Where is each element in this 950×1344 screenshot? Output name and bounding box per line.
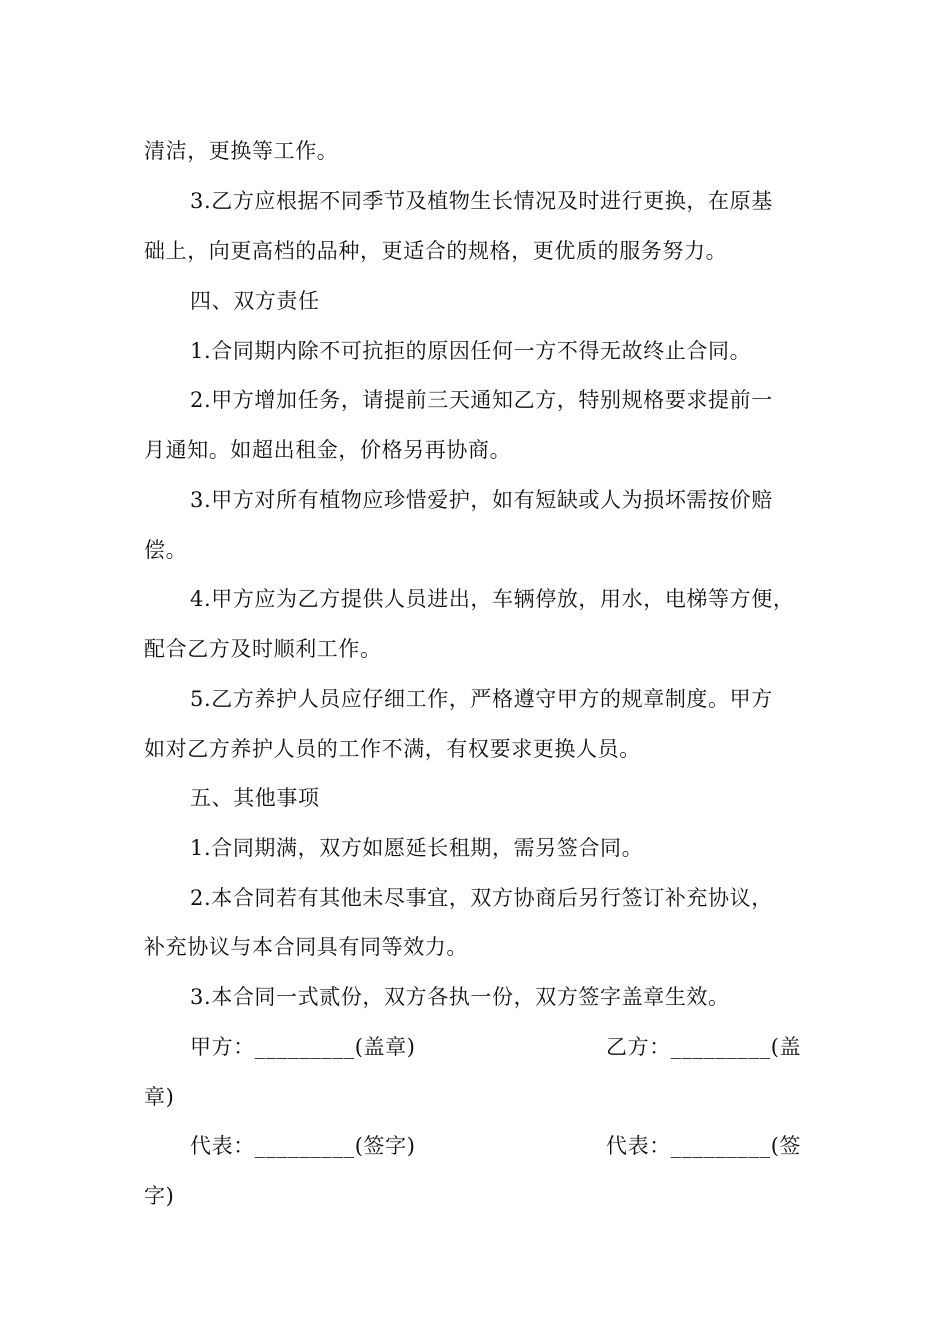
representative-b-signature: 代表：_________(签 xyxy=(606,1134,802,1158)
representative-a-signature: 代表：_________(签字) xyxy=(190,1134,416,1158)
party-b-seal-wrap: 章) xyxy=(144,1085,175,1109)
clause-line: 1.合同期满，双方如愿延长租期，需另签合同。 xyxy=(190,836,644,860)
clause-line: 3.本合同一式贰份，双方各执一份，双方签字盖章生效。 xyxy=(190,985,730,1009)
body-line: 清洁，更换等工作。 xyxy=(144,139,339,163)
clause-line: 1.合同期内除不可抗拒的原因任何一方不得无故终止合同。 xyxy=(190,339,752,363)
section-heading: 五、其他事项 xyxy=(190,786,320,810)
clause-line: 3.乙方应根据不同季节及植物生长情况及时进行更换，在原基 xyxy=(190,189,773,213)
representative-b-signature-wrap: 字) xyxy=(144,1184,175,1208)
body-line: 配合乙方及时顺利工作。 xyxy=(144,637,382,661)
body-line: 础上，向更高档的品种，更适合的规格，更优质的服务努力。 xyxy=(144,239,728,263)
clause-line: 2.甲方增加任务，请提前三天通知乙方，特别规格要求提前一 xyxy=(190,388,773,412)
clause-line: 3.甲方对所有植物应珍惜爱护，如有短缺或人为损坏需按价赔 xyxy=(190,488,773,512)
clause-line: 2.本合同若有其他未尽事宜，双方协商后另行签订补充协议， xyxy=(190,886,773,910)
clause-line: 4.甲方应为乙方提供人员进出，车辆停放，用水，电梯等方便， xyxy=(190,587,795,611)
party-a-seal: 甲方：_________(盖章) xyxy=(190,1035,416,1059)
body-line: 如对乙方养护人员的工作不满，有权要求更换人员。 xyxy=(144,737,641,761)
body-line: 偿。 xyxy=(144,538,188,562)
clause-line: 5.乙方养护人员应仔细工作，严格遵守甲方的规章制度。甲方 xyxy=(190,687,773,711)
section-heading: 四、双方责任 xyxy=(190,289,320,313)
body-line: 月通知。如超出租金，价格另再协商。 xyxy=(144,438,512,462)
party-b-seal: 乙方：_________(盖 xyxy=(606,1035,802,1059)
body-line: 补充协议与本合同具有同等效力。 xyxy=(144,935,468,959)
